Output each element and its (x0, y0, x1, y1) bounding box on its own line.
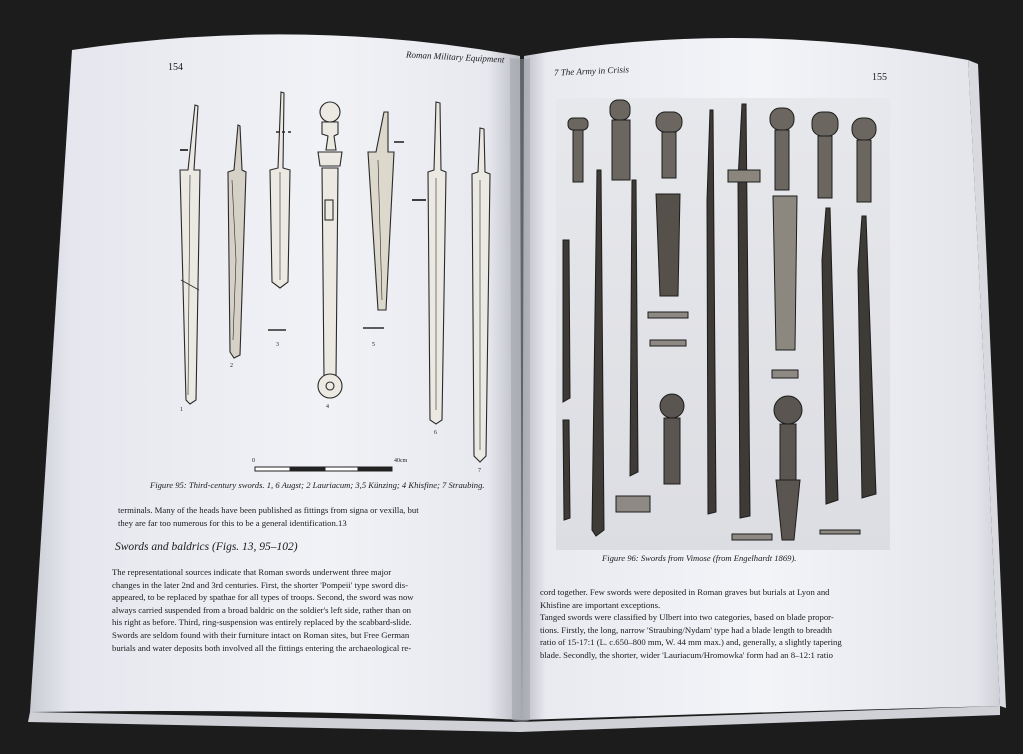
text-line: Swords are seldom found with their furniture intact on Roman sites, but Free German (112, 629, 410, 640)
text-line: ratio of 15-17:1 (L. c.650–800 mm, W. 44 mm max.) and, generally, a slightly tapering (540, 637, 842, 648)
fig-number-7: 7 (478, 468, 481, 474)
text-line: changes in the later 2nd and 3rd centuries. First, the shorter 'Pompeii' type sword dis- (112, 579, 409, 590)
text-line: Tanged swords were classified by Ulbert into two categories, based on blade propor- (540, 612, 834, 623)
text-line: burials and water deposits both involved all the fittings entering the archaeological re- (112, 642, 412, 653)
fig-number-3: 3 (276, 342, 279, 348)
text-line: they are far too numerous for this to be a general identification.13 (118, 517, 347, 528)
text-line: his right as before. Third, ring-suspension was entirely replaced by the scabbard-slide. (112, 617, 412, 628)
text-line: tions. Firstly, the long, narrow 'Straubing/Nydam' type had a blade length to breadth (540, 624, 832, 635)
text-line: blade. Secondly, the shorter, wider 'Lauriacum/Hromowka' form had an 8–12:1 ratio (540, 649, 833, 660)
fig-number-5: 5 (372, 342, 375, 348)
fig-number-6: 6 (434, 430, 437, 436)
left-paragraph-1 (118, 504, 419, 529)
text-line: appeared, to be replaced by spathae for all types of troops. Second, the sword was now (112, 592, 414, 603)
right-page-number: 155 (872, 72, 887, 83)
scale-label-zero: 0 (252, 458, 255, 464)
fig-number-2: 2 (230, 363, 233, 369)
text-line: always carried suspended from a broad baldric on the soldier's left side, rather than on (112, 604, 412, 615)
text-line: The representational sources indicate that Roman swords underwent three major (112, 567, 392, 577)
left-figure-caption: Figure 95: Third-century swords. 1, 6 Augst; 2 Lauriacum; 3,5 Künzing; 4 Khisfine; 7 Straubing. (150, 480, 485, 490)
right-paragraph (540, 586, 842, 662)
right-figure-caption: Figure 96: Swords from Vimose (from Engelhardt 1869). (602, 553, 797, 563)
fig-number-1: 1 (180, 407, 183, 413)
left-running-head: Roman Military Equipment (405, 49, 505, 65)
fig-number-4: 4 (326, 404, 329, 410)
left-page-number: 154 (168, 62, 183, 73)
right-running-head: 7 The Army in Crisis (553, 64, 630, 78)
scale-label-max: 40cm (394, 458, 408, 464)
text-line: cord together. Few swords were deposited in Roman graves but burials at Lyon and (540, 587, 830, 597)
left-paragraph-2 (112, 566, 414, 654)
text-line: Khisfine are important exceptions. (540, 599, 661, 610)
right-figure-plate (556, 98, 890, 550)
scale-bar (255, 467, 392, 471)
text-line: terminals. Many of the heads have been published as fittings from signa or vexilla, but (118, 505, 419, 515)
section-subheading: Swords and baldrics (Figs. 13, 95–102) (115, 541, 298, 553)
